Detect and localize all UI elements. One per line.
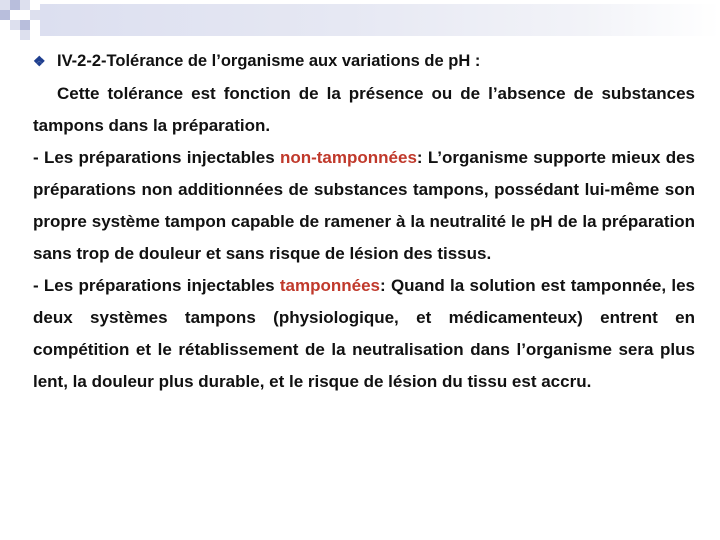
deco-square — [30, 20, 40, 30]
deco-square — [0, 20, 10, 30]
deco-square — [10, 20, 20, 30]
deco-square — [20, 20, 30, 30]
deco-square — [0, 10, 10, 20]
deco-square — [10, 10, 20, 20]
deco-square — [20, 10, 30, 20]
deco-square — [10, 30, 20, 40]
header-decoration — [0, 0, 720, 40]
deco-square — [0, 0, 10, 10]
item-prefix: - Les préparations injectables — [33, 148, 280, 167]
deco-square — [10, 0, 20, 10]
item-buffered — [33, 270, 695, 398]
deco-square — [20, 0, 30, 10]
highlight-non-tamponnees: non-tamponnées — [279, 148, 417, 167]
deco-square — [20, 30, 30, 40]
item-non-buffered — [33, 142, 695, 270]
header-gradient-band — [40, 4, 720, 36]
deco-square — [30, 10, 40, 20]
item-text: : L’organisme supporte mieux des préparations non additionnées de substances tampons, possédant lui-même son propre système tampon capable de ramener à la neutralité le pH de la préparation sans trop de douleur et sans risque de lésion des tissus. — [33, 148, 695, 263]
item-text: : Quand la solution est tamponnée, les deux systèmes tampons (physiologique, et médicamenteux) entrent en compétition et le rétablissement de la neutralisation dans l’organisme sera plus lent, la douleur plus durable, et le risque de lésion du tissu est accru. — [33, 276, 695, 391]
highlight-tamponnees: tamponnées — [279, 276, 381, 295]
intro-paragraph: Cette tolérance est fonction de la présence ou de l’absence de substances tampons dans la préparation. — [33, 84, 695, 135]
item-prefix: - Les préparations injectables — [33, 276, 280, 295]
deco-square — [30, 0, 40, 10]
section-heading — [33, 48, 695, 74]
slide-content — [33, 48, 695, 398]
section-heading-text: IV-2-2-Tolérance de l’organisme aux variations de pH : — [57, 51, 481, 70]
diamond-bullet-icon: ❖ — [33, 52, 46, 69]
